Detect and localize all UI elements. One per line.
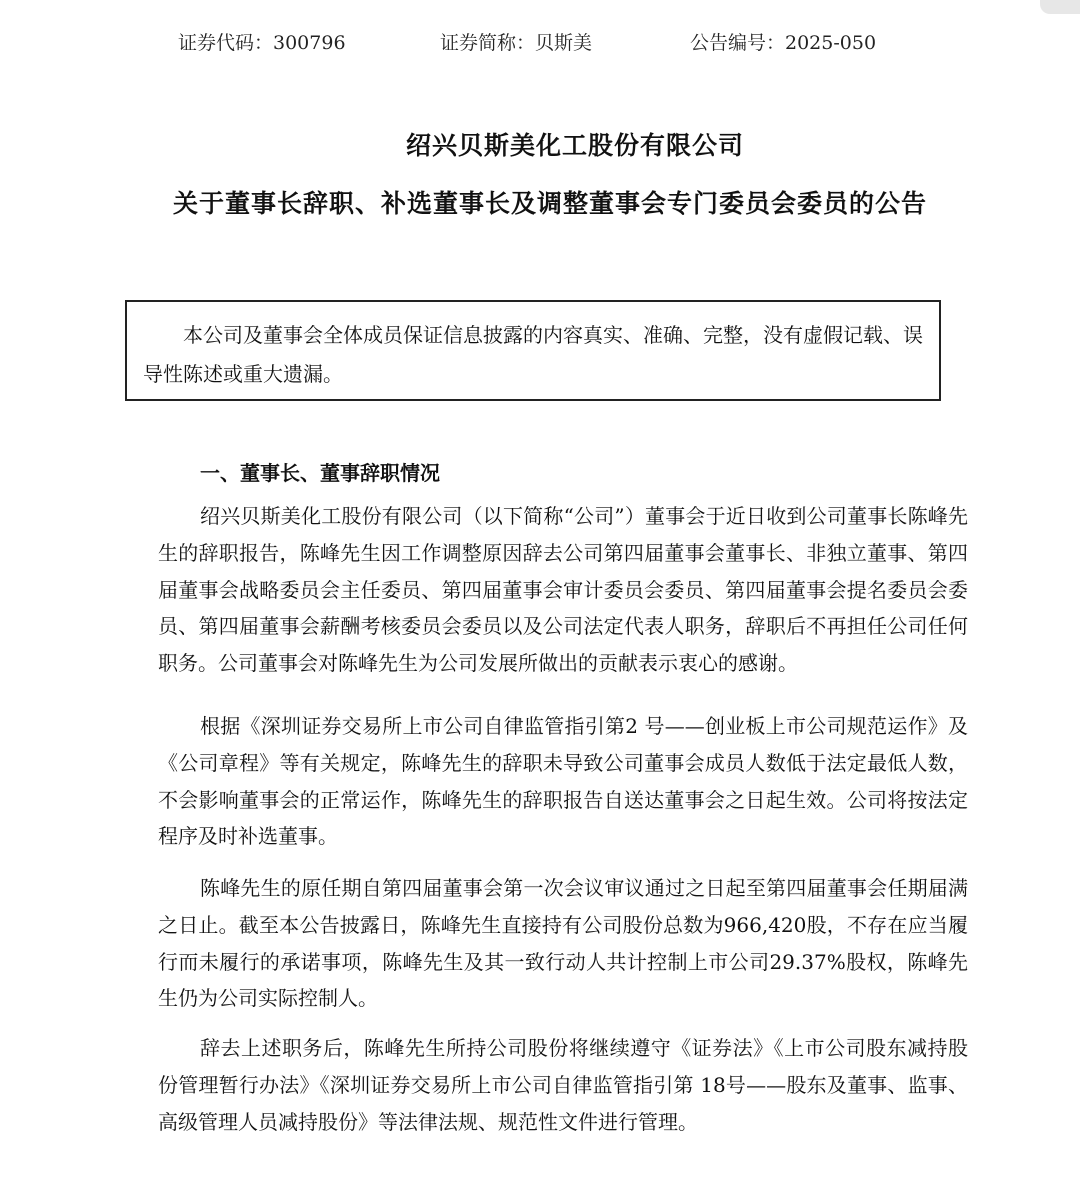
section-heading: 一、董事长、董事辞职情况 [200,461,440,485]
paragraph-text: 陈峰先生的原任期自第四届董事会第一次会议审议通过之日起至第四届董事会任期届满之日止。截至本公告披露日，陈峰先生直接持有公司股份总数为966,420股，不存在应当履行而未履行的承诺事项，陈峰先生及其一致行动人共计控制上市公司29.37%股权，陈峰先生仍为公司实际控制人。 [158,876,968,1011]
security-code: 证券代码：300796 [178,32,346,54]
paragraph-3 [158,870,968,1017]
notice-title: 关于董事长辞职、补选董事长及调整董事会专门委员会委员的公告 [172,189,927,218]
announcement-number: 公告编号：2025-050 [690,32,877,54]
document-header [0,28,1080,60]
paragraph-2 [158,708,968,855]
company-title: 绍兴贝斯美化工股份有限公司 [405,131,744,160]
paragraph-4 [158,1030,968,1140]
disclosure-statement-box [125,300,941,401]
paragraph-text: 绍兴贝斯美化工股份有限公司（以下简称“公司”）董事会于近日收到公司董事长陈峰先生的辞职报告，陈峰先生因工作调整原因辞去公司第四届董事会董事长、非独立董事、第四届董事会战略委员会主任委员、第四届董事会审计委员会委员、第四届董事会提名委员会委员、第四届董事会薪酬考核委员会委员以及公司法定代表人职务，辞职后不再担任公司任何职务。公司董事会对陈峰先生为公司发展所做出的贡献表示衷心的感谢。 [158,504,968,676]
corner-shadow [1040,0,1080,14]
paragraph-text: 辞去上述职务后，陈峰先生所持公司股份将继续遵守《证券法》《上市公司股东减持股份管理暂行办法》《深圳证券交易所上市公司自律监管指引第 18号——股东及董事、监事、高级管理人员减持股份》等法律法规、规范性文件进行管理。 [158,1036,968,1134]
paragraph-1 [158,498,968,682]
disclosure-statement: 本公司及董事会全体成员保证信息披露的内容真实、准确、完整，没有虚假记载、误导性陈述或重大遗漏。 [143,323,923,386]
security-name: 证券简称：贝斯美 [440,32,593,54]
paragraph-text: 根据《深圳证券交易所上市公司自律监管指引第2 号——创业板上市公司规范运作》及《公司章程》等有关规定，陈峰先生的辞职未导致公司董事会成员人数低于法定最低人数，不会影响董事会的正常运作，陈峰先生的辞职报告自送达董事会之日起生效。公司将按法定程序及时补选董事。 [158,714,968,849]
